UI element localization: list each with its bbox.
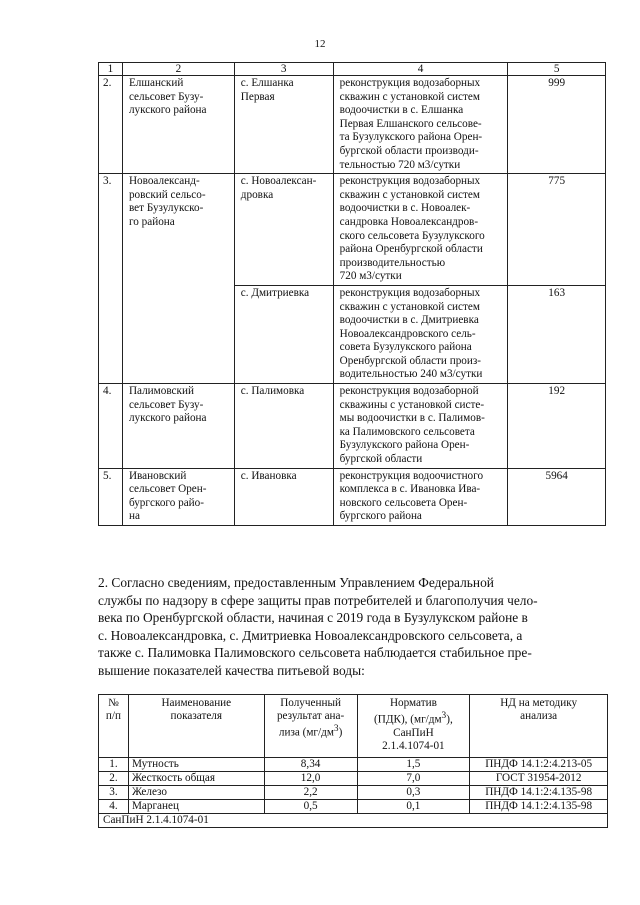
municipality-name: Елшанский сельсовет Бузу- лукского района [122,76,234,174]
settlement-name: с. Дмитриевка [234,285,333,383]
table-row [99,785,608,799]
settlement-name: с. Палимовка [234,384,333,469]
analysis-result: 2,2 [264,785,357,799]
superscript: 3 [333,724,339,734]
norm-value: 1,5 [357,757,470,771]
work-description: реконструкция водоочистного комплекса в с. Ивановка Ива- новского сельсовета Орен- бургского района [333,468,508,525]
header-norm [357,695,470,758]
page-number: 12 [314,38,326,50]
table-footnote-row [99,813,608,827]
municipality-name: Палимовский сельсовет Бузу- лукского района [122,384,234,469]
table-row [99,757,608,771]
analysis-result: 12,0 [264,771,357,785]
method-reference: ПНДФ 14.1:2:4.135-98 [470,785,608,799]
work-description: реконструкция водозаборных скважин с установкой систем водоочистки в с. Дмитриевка Новоалександровского сель- совета Бузулукского района Оренбургской области произ- водительностью 240 м3/сутки [333,285,508,383]
column-number-5: 5 [508,63,606,76]
header-number: № п/п [99,695,129,758]
header-analysis-result-suffix: ) [338,726,343,739]
method-reference: ПНДФ 14.1:2:4.135-98 [470,799,608,813]
table-row [99,799,608,813]
row-number: 4. [99,799,129,813]
norm-value: 0,1 [357,799,470,813]
table-row [99,771,608,785]
method-reference: ПНДФ 14.1:2:4.213-05 [470,757,608,771]
indicator-name: Марганец [128,799,264,813]
water-quality-table [98,694,608,828]
table-row [99,468,606,525]
header-analysis-result [264,695,357,758]
header-indicator-name: Наименование показателя [128,695,264,758]
header-norm-suffix: ), СанПиН 2.1.4.1074-01 [382,713,453,752]
header-norm-text: Норматив (ПДК), (мг/дм [374,697,442,726]
work-description: реконструкция водозаборных скважин с установкой систем водоочистки в с. Елшанка Первая Елшанского сельсове- та Бузулукского района Орен- бургской области производи- тельностью 720 м3/сутки [333,76,508,174]
amount-value: 999 [508,76,606,174]
table-footnote: СанПиН 2.1.4.1074-01 [99,813,608,827]
header-method: НД на методику анализа [470,695,608,758]
municipality-name: Ивановский сельсовет Орен- бургского райо- на [122,468,234,525]
row-number: 4. [99,384,123,469]
table-row [99,384,606,469]
indicator-name: Мутность [128,757,264,771]
table-row [99,76,606,174]
superscript: 3 [441,711,447,721]
municipal-works-table [98,62,606,526]
row-number: 1. [99,757,129,771]
settlement-name: с. Новоалексан- дровка [234,174,333,286]
settlement-name: с. Ивановка [234,468,333,525]
municipality-name: Новоалександ- ровский сельсо- вет Бузулукско- го района [122,174,234,384]
table-header-row [99,695,608,758]
analysis-result: 0,5 [264,799,357,813]
row-number: 3. [99,785,129,799]
indicator-name: Жесткость общая [128,771,264,785]
column-number-3: 3 [234,63,333,76]
analysis-result: 8,34 [264,757,357,771]
body-paragraph: 2. Согласно сведениям, предоставленным Управлением Федеральной службы по надзору в сфере защиты прав потребителей и благополучия чело- века по Оренбургской области, начиная с 2019 года в Бузулукском районе в с. Новоалександровка, с. Дмитриевка Новоалександровского сельсовета, а также с. Палимовка Палимовского сельсовета наблюдается стабильное пре- вышение показателей качества питьевой воды: [98,575,538,678]
work-description: реконструкция водозаборных скважин с установкой систем водоочистки в с. Новоалек- сандровка Новоалександров- ского сельсовета Бузулукского района Оренбургской области производительностью 720 м3/сутки [333,174,508,286]
row-number: 2. [99,76,123,174]
method-reference: ГОСТ 31954-2012 [470,771,608,785]
work-description: реконструкция водозаборной скважины с установкой систе- мы водоочистки в с. Палимов- ка Палимовского сельсовета Бузулукского района Орен- бургской области [333,384,508,469]
row-number: 3. [99,174,123,384]
amount-value: 192 [508,384,606,469]
amount-value: 775 [508,174,606,286]
table-header-row [99,63,606,76]
norm-value: 0,3 [357,785,470,799]
norm-value: 7,0 [357,771,470,785]
settlement-name: с. Елшанка Первая [234,76,333,174]
amount-value: 163 [508,285,606,383]
column-number-1: 1 [99,63,123,76]
column-number-4: 4 [333,63,508,76]
table-row [99,174,606,286]
row-number: 2. [99,771,129,785]
column-number-2: 2 [122,63,234,76]
row-number: 5. [99,468,123,525]
header-analysis-result-text: Полученный результат ана- лиза (мг/дм [276,697,345,739]
indicator-name: Железо [128,785,264,799]
amount-value: 5964 [508,468,606,525]
